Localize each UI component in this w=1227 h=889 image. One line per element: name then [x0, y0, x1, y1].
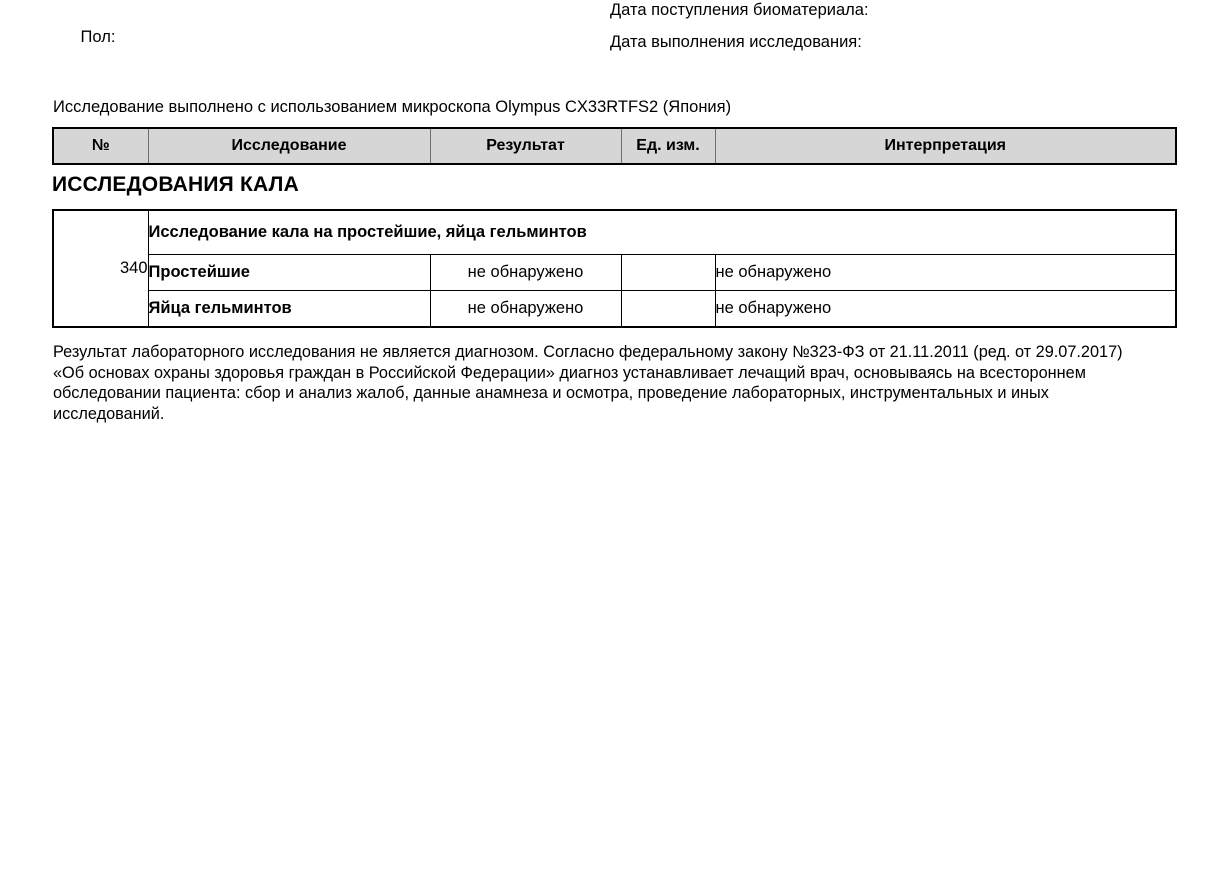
analyte-name: Яйца гельминтов [148, 291, 430, 328]
analyte-result: не обнаружено [430, 255, 621, 291]
column-header-unit: Ед. изм. [621, 128, 715, 164]
results-table-body [52, 209, 1177, 328]
date-performed-field [610, 32, 940, 53]
group-title: Исследование кала на простейшие, яйца гельминтов [148, 210, 1176, 255]
analyte-unit [621, 291, 715, 328]
sex-label: Пол: [80, 28, 116, 46]
analyte-result: не обнаружено [430, 291, 621, 328]
column-header-number: № [53, 128, 148, 164]
column-header-result: Результат [430, 128, 621, 164]
analyte-interpretation: не обнаружено [715, 291, 1176, 328]
sex-field [53, 6, 115, 90]
table-row-group-title [53, 210, 1176, 255]
device-note: Исследование выполнено с использованием микроскопа Olympus CX33RTFS2 (Япония) [53, 98, 732, 116]
patient-meta-block [0, 0, 1227, 92]
table-row [53, 291, 1176, 328]
column-header-study: Исследование [148, 128, 430, 164]
dates-block [610, 0, 940, 52]
analyte-unit [621, 255, 715, 291]
date-performed-label: Дата выполнения исследования: [610, 32, 862, 51]
analyte-name: Простейшие [148, 255, 430, 291]
results-table-header [52, 127, 1177, 165]
analyte-interpretation: не обнаружено [715, 255, 1176, 291]
table-header-row [53, 128, 1176, 164]
group-number: 340 [53, 210, 148, 327]
column-header-interpretation: Интерпретация [715, 128, 1176, 164]
table-row [53, 255, 1176, 291]
legal-disclaimer: Результат лабораторного исследования не является диагнозом. Согласно федеральному закону №323-ФЗ от 21.11.2011 (ред. от 29.07.2017) «Об основах охраны здоровья граждан в Российской Федерации» диагноз устанавливает лечащий врач, основываясь на всестороннем обследовании пациента: сбор и анализ жалоб, данные анамнеза и осмотра, проведение лабораторных, инструментальных и иных исследований. [53, 343, 1123, 423]
date-received-label: Дата поступления биоматериала: [610, 1, 869, 19]
date-received-field [610, 0, 940, 21]
section-heading: ИССЛЕДОВАНИЯ КАЛА [52, 173, 299, 196]
